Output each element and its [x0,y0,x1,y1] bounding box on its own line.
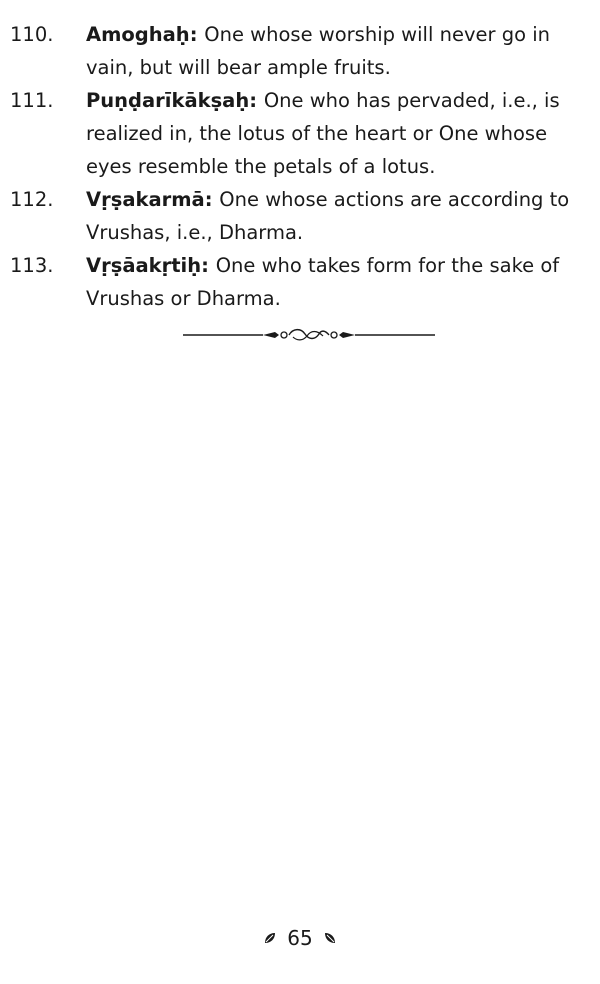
entry-term: Puṇḍarīkākṣaḥ: [86,89,264,112]
entry-number: 110. [10,23,54,46]
leaf-ornament-icon [263,931,277,945]
entry-term: Vṛṣāakṛtiḥ: [86,254,216,277]
glossary-entry [10,84,585,183]
entry-number: 113. [10,254,54,277]
page-footer [0,922,600,952]
glossary-entry [10,18,585,84]
entry-number: 111. [10,89,54,112]
glossary-entry [10,249,585,315]
glossary-list [10,18,585,315]
leaf-ornament-icon [323,931,337,945]
entry-definition: One whose worship will never go in vain, but will bear ample fruits. [86,23,550,79]
entry-definition: One who takes form for the sake of Vrushas or Dharma. [86,254,560,310]
entry-term: Amoghaḥ: [86,23,205,46]
entry-number: 112. [10,188,54,211]
entry-term: Vṛṣakarmā: [86,188,220,211]
section-divider-ornament-icon [183,326,435,344]
entry-definition: One whose actions are according to Vrushas, i.e., Dharma. [86,188,570,244]
page-number: 65 [287,925,313,950]
entry-definition: One who has pervaded, i.e., is realized in, the lotus of the heart or One whose eyes resemble the petals of a lotus. [86,89,560,178]
glossary-entry [10,183,585,249]
